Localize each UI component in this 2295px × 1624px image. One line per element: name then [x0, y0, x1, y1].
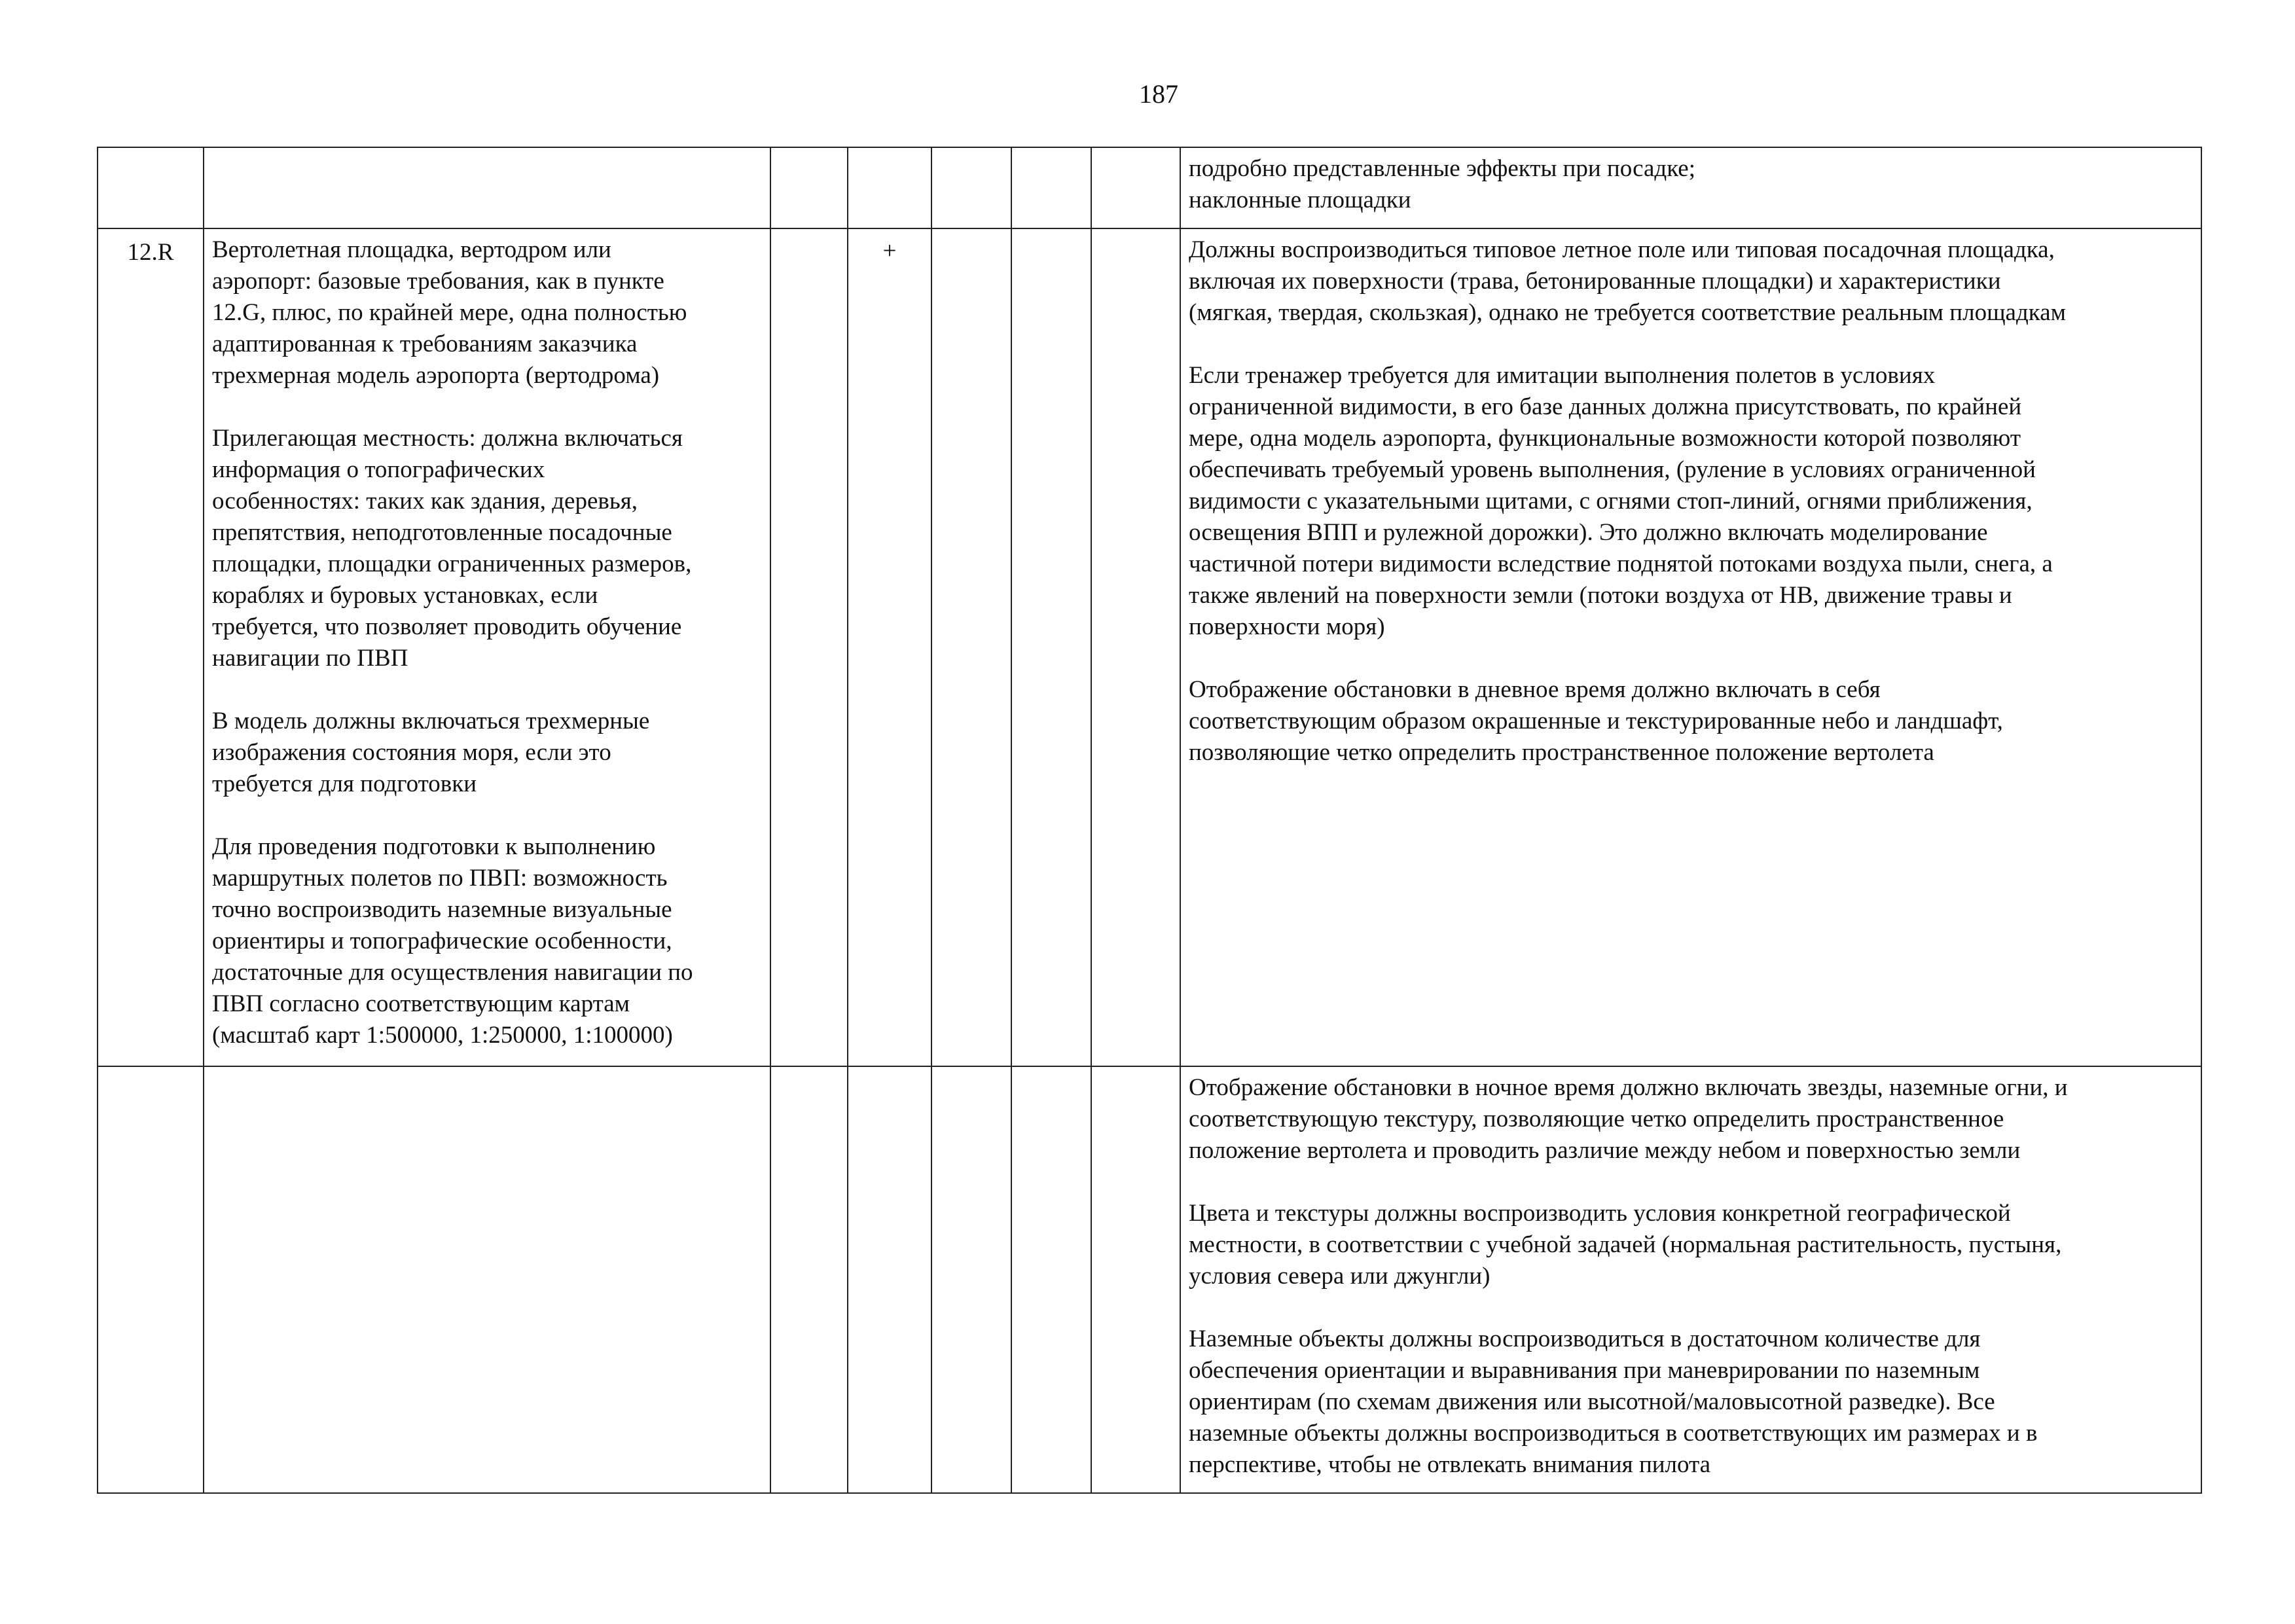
mark-cell — [931, 228, 1011, 1066]
mark-cell — [1091, 147, 1180, 228]
mark-cell — [1091, 1066, 1180, 1493]
description-paragraph: Если тренажер требуется для имитации выполнения полетов в условиях ограниченной видимости, в его базе данных должна присутствовать, по крайней мере, одна модель аэропорта, функциональные возможности которой позволяют обеспечивать требуемый уровень выполнения, (руление в условиях ограниченной видимости с указательными щитами, с огнями стоп-линий, огнями приближения, освещения ВПП и рулежной дорожки). Это должно включать моделирование частичной потери видимости вследствие поднятой потоками воздуха пыли, снега, а также явлений на поверхности земли (потоки воздуха от НВ, движение травы и поверхности моря) — [1189, 362, 2053, 640]
mark-cell — [1011, 147, 1091, 228]
mark-cell — [1011, 1066, 1091, 1493]
description-paragraph: Отображение обстановки в дневное время должно включать в себя соответствующим образом окрашенные и текстурированные небо и ландшафт, позволяющие четко определить пространственное положение вертолета — [1189, 676, 2003, 766]
mark-cell — [931, 1066, 1011, 1493]
requirement-paragraph: Вертолетная площадка, вертодром или аэропорт: базовые требования, как в пункте 12.G, плюс, по крайней мере, одна полностью адаптированная к требованиям заказчика трехмерная модель аэропорта (вертодрома) — [212, 236, 687, 389]
table-row — [98, 1066, 2201, 1493]
description-paragraph: Должны воспроизводиться типовое летное поле или типовая посадочная площадка, включая их поверхности (трава, бетонированные площадки) и характеристики (мягкая, твердая, скользкая), однако не требуется соответствие реальным площадкам — [1189, 236, 2067, 326]
mark-cell: + — [848, 228, 931, 1066]
mark-cell — [848, 147, 931, 228]
description-cell — [1180, 228, 2201, 1066]
description-paragraph: Наземные объекты должны воспроизводиться в достаточном количестве для обеспечения ориентации и выравнивания при маневрировании по наземным ориентирам (по схемам движения или высотной/маловысотной разведке). Все наземные объекты должны воспроизводиться в соответствующих им размерах и в перспективе, чтобы не отвлекать внимания пилота — [1189, 1326, 2038, 1478]
mark-cell — [1011, 228, 1091, 1066]
mark-cell — [770, 1066, 848, 1493]
mark-cell — [931, 147, 1011, 228]
requirement-paragraph: В модель должны включаться трехмерные изображения состояния моря, если это требуется для подготовки — [212, 708, 650, 797]
mark-cell — [770, 228, 848, 1066]
item-number-cell: 12.R — [98, 228, 204, 1066]
mark-cell — [848, 1066, 931, 1493]
item-number-cell — [98, 147, 204, 228]
mark-cell — [770, 147, 848, 228]
description-paragraph: Цвета и текстуры должны воспроизводить условия конкретной географической местности, в соответствии с учебной задачей (нормальная растительность, пустыня, условия севера или джунгли) — [1189, 1200, 2062, 1290]
requirements-table — [97, 147, 2202, 1494]
requirement-cell — [204, 147, 770, 228]
description-paragraph: подробно представленные эффекты при посадке; наклонные площадки — [1189, 155, 1696, 213]
requirement-paragraph: Прилегающая местность: должна включаться информация о топографических особенностях: таких как здания, деревья, препятствия, неподготовленные посадочные площадки, площадки ограниченных размеров, кораблях и буровых установках, если требуется, что позволяет проводить обучение навигации по ПВП — [212, 425, 692, 672]
table-row — [98, 147, 2201, 228]
mark-cell — [1091, 228, 1180, 1066]
page-number: 187 — [1139, 79, 1178, 109]
description-cell — [1180, 147, 2201, 228]
description-paragraph: Отображение обстановки в ночное время должно включать звезды, наземные огни, и соответствующую текстуру, позволяющие четко определить пространственное положение вертолета и проводить различие между небом и поверхностью земли — [1189, 1074, 2068, 1164]
description-cell — [1180, 1066, 2201, 1493]
table-row — [98, 228, 2201, 1066]
requirement-paragraph: Для проведения подготовки к выполнению маршрутных полетов по ПВП: возможность точно воспроизводить наземные визуальные ориентиры и топографические особенности, достаточные для осуществления навигации по ПВП согласно соответствующим картам (масштаб карт 1:500000, 1:250000, 1:100000) — [212, 833, 693, 1049]
item-number-cell — [98, 1066, 204, 1493]
requirement-cell — [204, 228, 770, 1066]
requirement-cell — [204, 1066, 770, 1493]
